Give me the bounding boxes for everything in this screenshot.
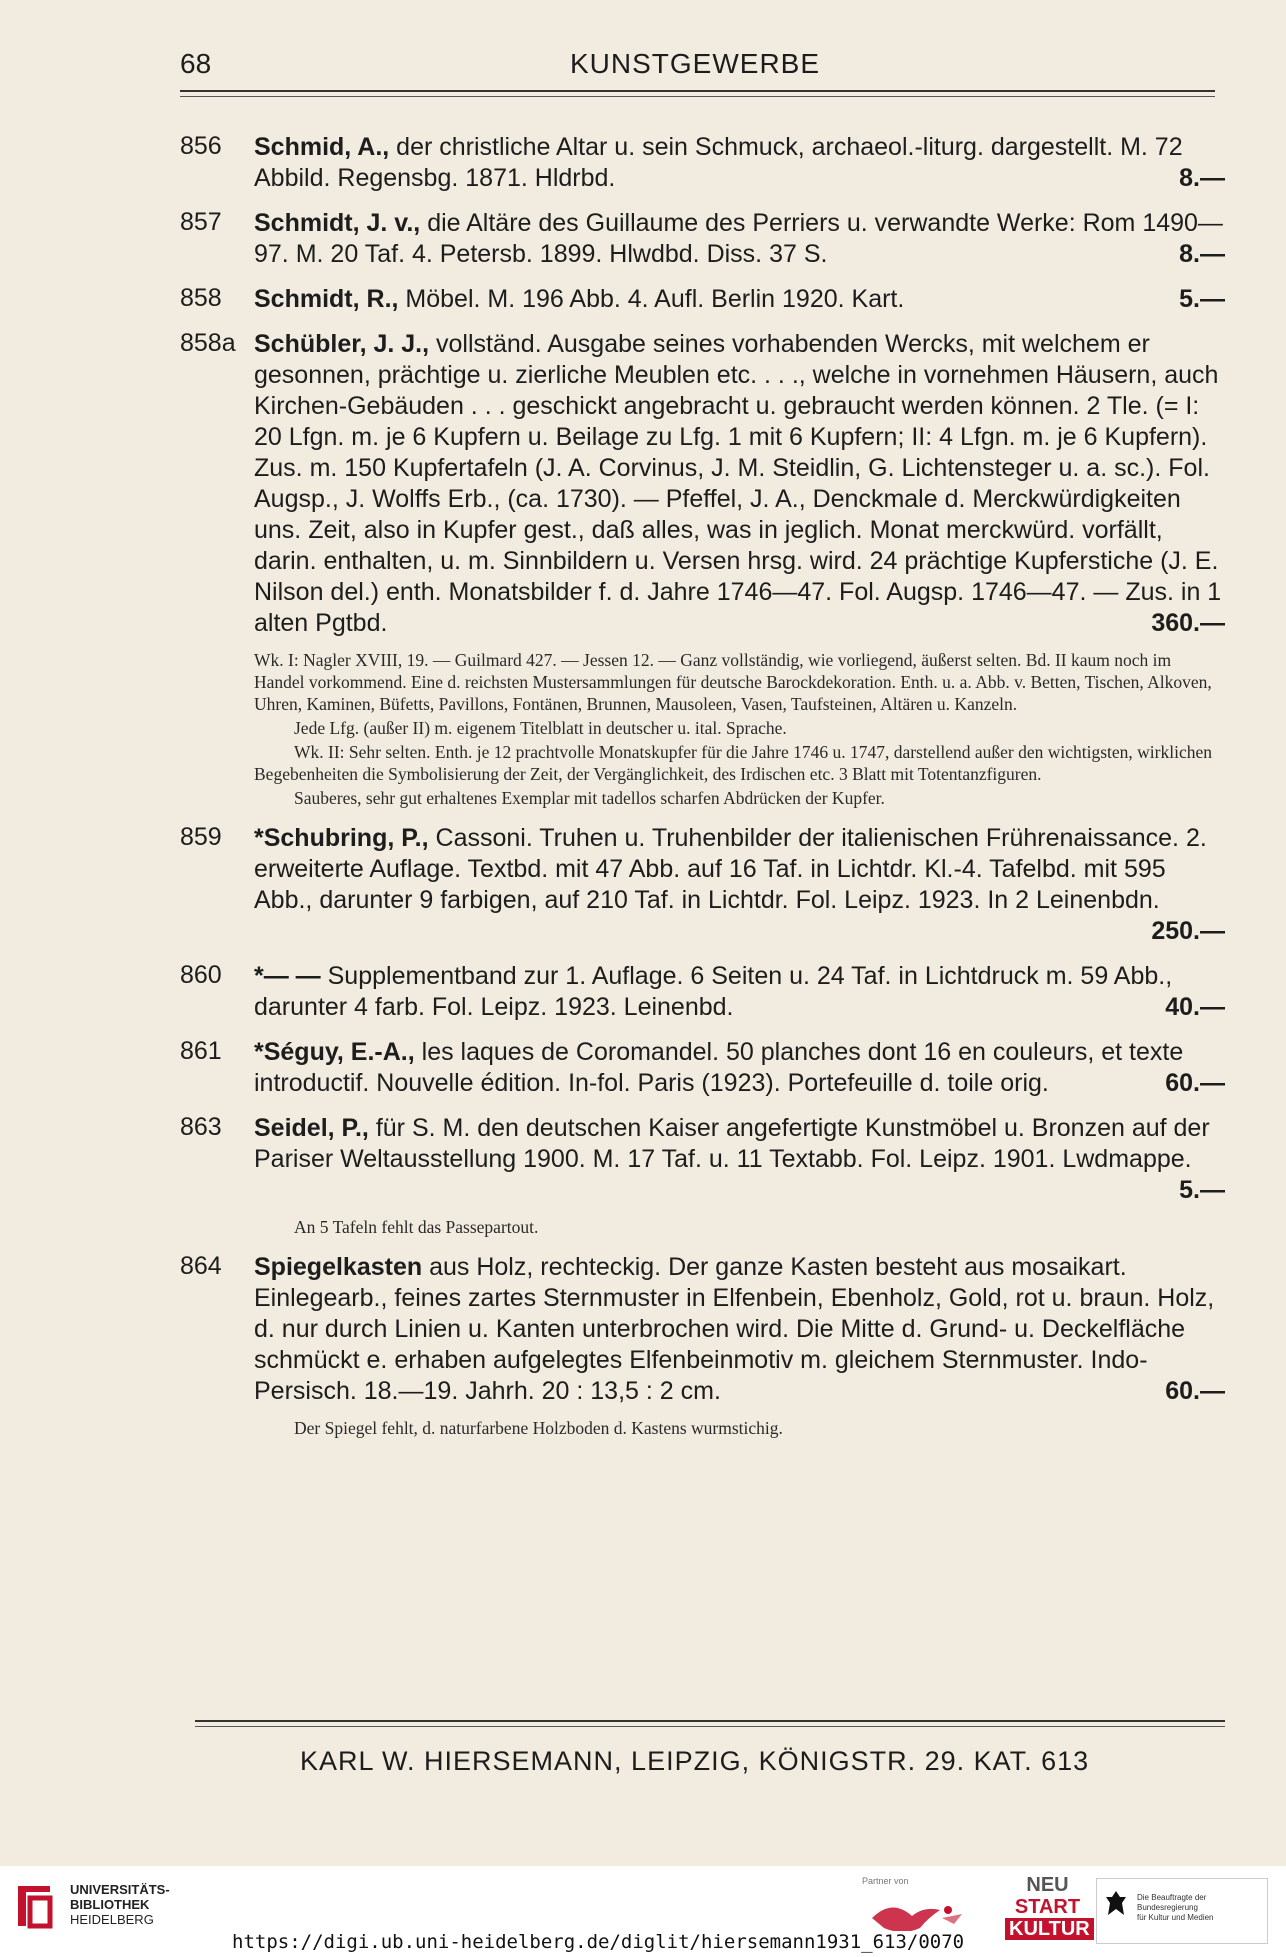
federal-government-logo[interactable] xyxy=(1096,1878,1268,1944)
bund-line1: Die Beauftragte der Bundesregierung xyxy=(1137,1893,1207,1912)
catalog-entry xyxy=(180,1252,1225,1439)
entry-author: Schmidt, R., xyxy=(254,285,399,313)
library-name-line2: BIBLIOTHEK xyxy=(70,1897,150,1912)
entry-note: Sauberes, sehr gut erhaltenes Exemplar mit tadellos scharfen Abdrücken der Kupfer. xyxy=(294,788,885,808)
library-name-line1: UNIVERSITÄTS- xyxy=(70,1882,170,1897)
header-rule-thin xyxy=(180,96,1215,97)
entry-notes xyxy=(254,1216,1225,1238)
entry-author: *Schubring, P., xyxy=(254,824,429,852)
entry-number: 857 xyxy=(180,208,222,236)
entry-price: 5.— xyxy=(1179,285,1225,313)
catalog-entry xyxy=(180,823,1225,947)
permalink-url[interactable]: https://digi.ub.uni-heidelberg.de/diglit/hiersemann1931_613/0070 xyxy=(232,1931,965,1953)
federal-eagle-icon xyxy=(1105,1889,1127,1917)
entry-author: Schübler, J. J., xyxy=(254,330,430,358)
entry-author: Schmid, A., xyxy=(254,133,390,161)
entry-number: 863 xyxy=(180,1113,222,1141)
neustart-kultur-logo[interactable] xyxy=(1005,1874,1090,1944)
entry-description xyxy=(254,329,1225,639)
running-head: KUNSTGEWERBE xyxy=(570,48,821,79)
entry-note: Wk. II: Sehr selten. Enth. je 12 prachtvolle Monatskupfer für die Jahre 1746 u. 1747, darstellend außer den wichtigsten, wirklichen Begebenheiten die Symbolisierung der Zeit, der Vergänglichkeit, des Irdischen etc. 3 Blatt mit Totentanzfiguren. xyxy=(254,742,1213,784)
federal-government-text xyxy=(1137,1893,1267,1923)
footer-rule-thin xyxy=(195,1726,1225,1727)
catalog-entries xyxy=(180,132,1225,1453)
entry-text: les laques de Coromandel. 50 planches dont 16 en couleurs, et texte introductif. Nouvelle édition. In-fol. Paris (1923). Portefeuille d. toile orig. xyxy=(254,1038,1184,1097)
entry-price: 360.— xyxy=(1151,609,1225,637)
partner-label: Partner von xyxy=(862,1876,909,1886)
entry-author: *Séguy, E.-A., xyxy=(254,1038,415,1066)
entry-text: aus Holz, rechteckig. Der ganze Kasten besteht aus mosaikart. Einlegearb., feines zartes Sternmuster in Elfenbein, Ebenholz, Gold, rot u. braun. Holz, d. nur durch Linien u. Kanten unterbrochen wird. Die Mitte d. Grund- u. Deckelfläche schmückt e. erhaben aufgelegtes Elfenbeinmotiv m. gleichem Sternmuster. Indo-Persisch. 18.—19. Jahrh. 20 : 13,5 : 2 cm. xyxy=(254,1253,1215,1405)
entry-number: 861 xyxy=(180,1037,222,1065)
entry-description xyxy=(254,208,1225,270)
entry-text: für S. M. den deutschen Kaiser angefertigte Kunstmöbel u. Bronzen auf der Pariser Weltausstellung 1900. M. 17 Taf. u. 11 Textabb. Fol. Leipz. 1901. Lwdmappe. xyxy=(254,1114,1210,1173)
entry-number: 864 xyxy=(180,1252,222,1280)
entry-text: vollständ. Ausgabe seines vorhabenden Wercks, mit welchem er gesonnen, prächtige u. zierliche Meublen etc. . . ., welche in vornehmen Häusern, auch Kirchen-Gebäuden . . . geschickt angebracht u. gebraucht werden können. 2 Tle. (= I: 20 Lfgn. m. je 6 Kupfern u. Beilage zu Lfg. 1 mit 6 Kupfern; II: 4 Lfgn. m. je 6 Kupfern). Zus. m. 150 Kupfertafeln (J. A. Corvinus, J. M. Steidlin, G. Lichtensteger u. a. sc.). Fol. Augsp., J. Wolffs Erb., (ca. 1730). — Pfeffel, J. A., Denckmale d. Merckwürdigkeiten uns. Zeit, also in Kupfer gest., daß alles, was in jeglich. Monat merckwürd. vorfällt, darin. enthalten, u. m. Sinnbildern u. Versen hrsg. wird. 24 prächtige Kupferstiche (J. E. Nilson del.) enth. Monatsbilder f. d. Jahre 1746—47. Fol. Augsp. 1746—47. — Zus. in 1 alten Pgtbd. xyxy=(254,330,1222,637)
entry-number: 859 xyxy=(180,823,222,851)
page-header xyxy=(180,48,1220,88)
university-library-logo-icon[interactable] xyxy=(14,1880,54,1932)
entry-price: 40.— xyxy=(1165,993,1225,1021)
catalog-entry xyxy=(180,1113,1225,1238)
entry-text: die Altäre des Guillaume des Perriers u. verwandte Werke: Rom 1490—97. M. 20 Taf. 4. Petersb. 1899. Hlwdbd. Diss. 37 S. xyxy=(254,209,1223,268)
entry-number: 856 xyxy=(180,132,222,160)
page-number: 68 xyxy=(180,48,212,79)
entry-description xyxy=(254,1113,1225,1206)
entry-note: An 5 Tafeln fehlt das Passepartout. xyxy=(294,1217,539,1237)
entry-description xyxy=(254,132,1225,194)
entry-note: Jede Lfg. (außer II) m. eigenem Titelblatt in deutscher u. ital. Sprache. xyxy=(294,718,787,738)
publisher-imprint: KARL W. HIERSEMANN, LEIPZIG, KÖNIGSTR. 29. KAT. 613 xyxy=(300,1746,1090,1776)
entry-price: 250.— xyxy=(1151,917,1225,945)
entry-author: Seidel, P., xyxy=(254,1114,369,1142)
entry-price: 60.— xyxy=(1165,1377,1225,1405)
entry-number: 858 xyxy=(180,284,222,312)
entry-price: 8.— xyxy=(1179,240,1225,268)
catalog-entry xyxy=(180,208,1225,270)
entry-number: 858a xyxy=(180,329,236,357)
entry-note: Der Spiegel fehlt, d. naturfarbene Holzboden d. Kastens wurmstichig. xyxy=(294,1418,783,1438)
entry-price: 8.— xyxy=(1179,164,1225,192)
entry-author: Schmidt, J. v., xyxy=(254,209,421,237)
neustart-line3: KULTUR xyxy=(1005,1918,1094,1940)
entry-text: Supplementband zur 1. Auflage. 6 Seiten u. 24 Taf. in Lichtdruck m. 59 Abb., darunter 4 farb. Fol. Leipz. 1923. Leinenbd. xyxy=(254,962,1173,1021)
entry-notes xyxy=(254,1417,1225,1439)
entry-notes xyxy=(254,649,1225,809)
entry-author: *— — xyxy=(254,962,321,990)
entry-note: Wk. I: Nagler XVIII, 19. — Guilmard 427. — Jessen 12. — Ganz vollständig, wie vorliegend, äußerst selten. Bd. II kaum noch im Handel vorkommend. Eine d. reichsten Mustersammlungen für deutsche Barockdekoration. Enth. u. a. Abb. v. Betten, Tischen, Alkoven, Uhren, Kaminen, Büfetts, Pavillons, Fontänen, Brunnen, Mausoleen, Vasen, Taufsteinen, Altären u. Kanzeln. xyxy=(254,650,1212,714)
catalog-entry xyxy=(180,132,1225,194)
catalog-entry xyxy=(180,1037,1225,1099)
library-name[interactable] xyxy=(70,1882,170,1927)
entry-number: 860 xyxy=(180,961,222,989)
entry-price: 5.— xyxy=(1179,1176,1225,1204)
entry-description xyxy=(254,961,1225,1023)
entry-description xyxy=(254,284,1225,315)
entry-text: Möbel. M. 196 Abb. 4. Aufl. Berlin 1920. Kart. xyxy=(398,285,905,313)
entry-description xyxy=(254,1252,1225,1407)
catalog-entry xyxy=(180,284,1225,315)
entry-text: der christliche Altar u. sein Schmuck, archaeol.-liturg. dargestellt. M. 72 Abbild. Regensbg. 1871. Hldrbd. xyxy=(254,133,1183,192)
catalog-entry xyxy=(180,329,1225,809)
library-name-line3: HEIDELBERG xyxy=(70,1912,154,1927)
entry-price: 60.— xyxy=(1165,1069,1225,1097)
entry-text: Cassoni. Truhen u. Truhenbilder der italienischen Frührenaissance. 2. erweiterte Auflage. Textbd. mit 47 Abb. auf 16 Taf. in Lichtdr. Kl.-4. Tafelbd. mit 595 Abb., darunter 9 farbigen, auf 210 Taf. in Lichtdr. Fol. Leipz. 1923. In 2 Leinenbdn. xyxy=(254,824,1207,914)
entry-description xyxy=(254,823,1225,947)
bund-line2: für Kultur und Medien xyxy=(1137,1913,1214,1922)
neustart-line1: NEU xyxy=(1026,1874,1069,1896)
entry-description xyxy=(254,1037,1225,1099)
catalog-entry xyxy=(180,961,1225,1023)
neustart-line2: START xyxy=(1014,1896,1081,1918)
header-rule xyxy=(180,90,1215,92)
entry-author: Spiegelkasten xyxy=(254,1253,423,1281)
footer-rule xyxy=(195,1720,1225,1722)
